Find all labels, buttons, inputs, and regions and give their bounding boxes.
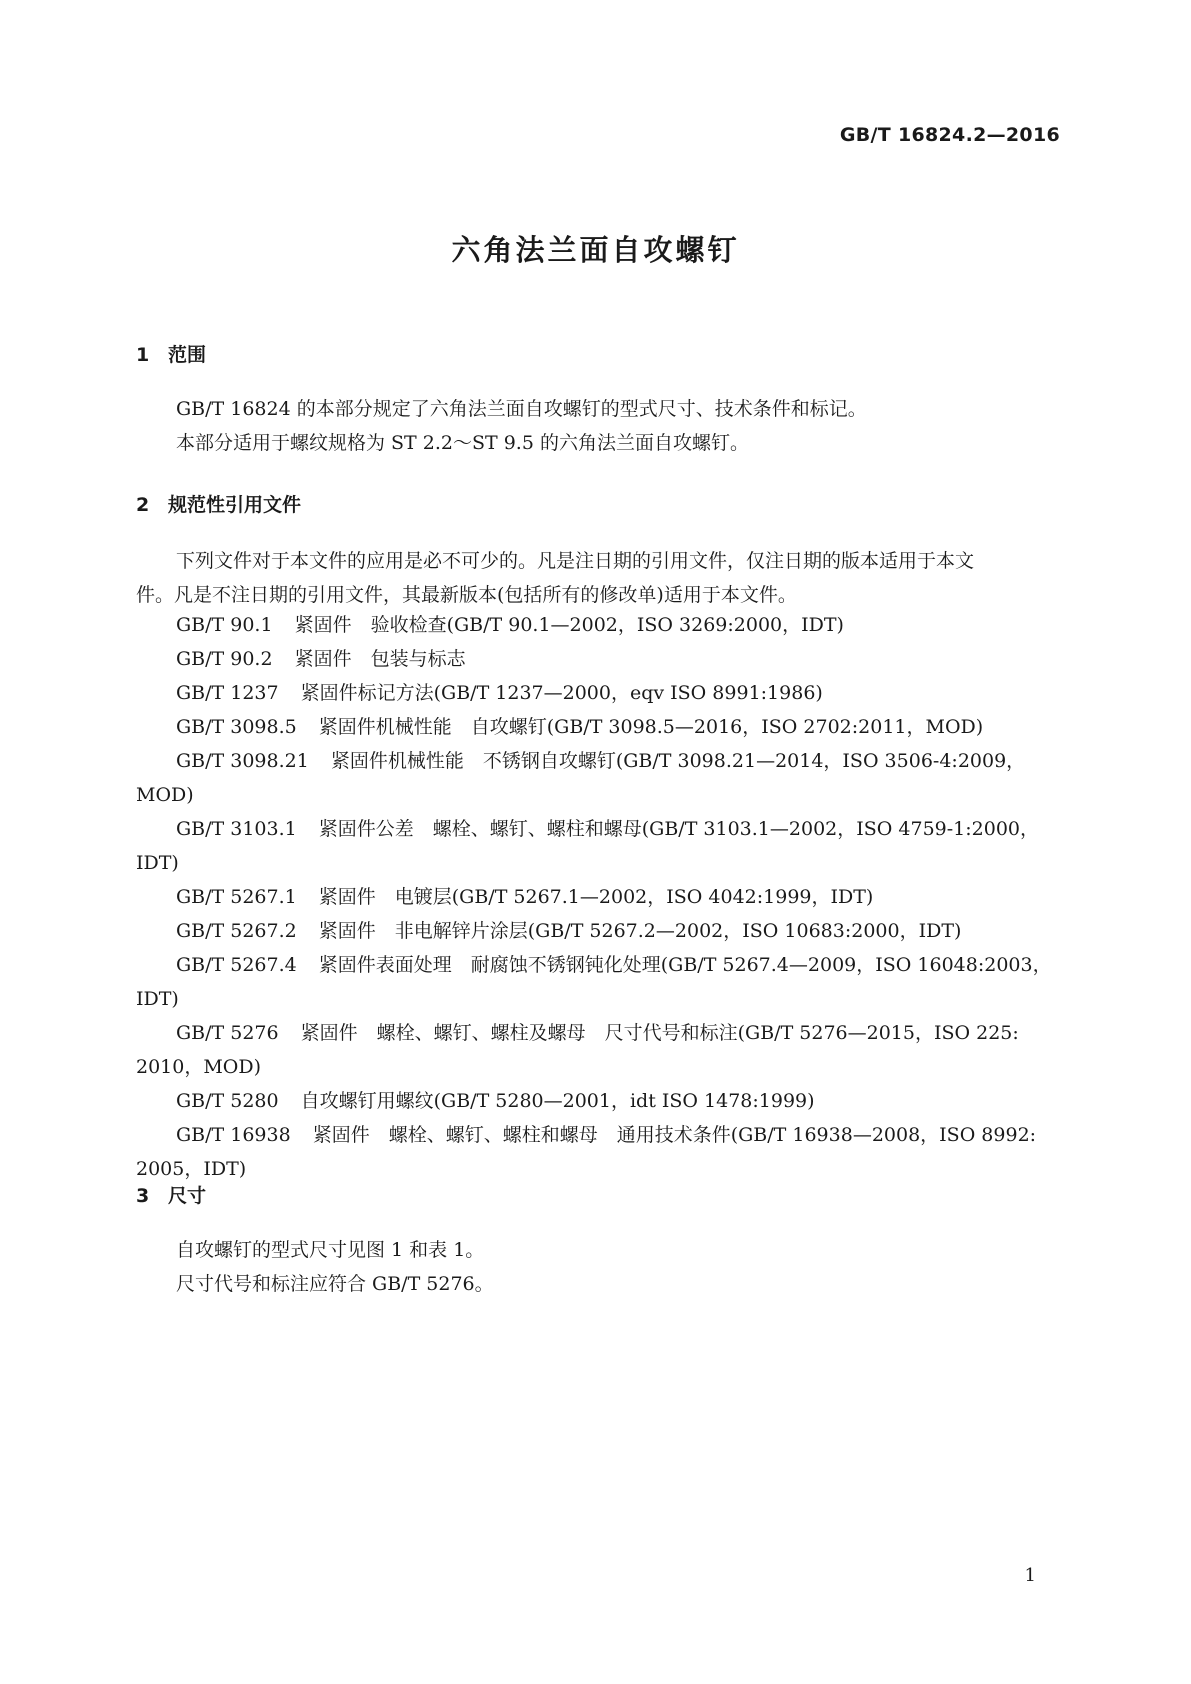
reference-text: 紧固件表面处理 耐腐蚀不锈钢钝化处理(GB/T 5267.4—2009，ISO 16048:2003， — [318, 954, 1052, 976]
intro-line: 件。凡是不注日期的引用文件，其最新版本(包括所有的修改单)适用于本文件。 — [136, 584, 797, 606]
normative-intro — [136, 544, 1060, 612]
reference-code: GB/T 3103.1 — [176, 818, 297, 840]
document-title: 六角法兰面自攻螺钉 — [451, 233, 740, 267]
reference-text: 紧固件 包装与标志 — [294, 648, 466, 670]
reference-item — [136, 676, 1060, 710]
standard-code: GB/T 16824.2—2016 — [839, 124, 1060, 146]
reference-text: 紧固件 螺栓、螺钉、螺柱和螺母 通用技术条件(GB/T 16938—2008，ISO 8992: — [312, 1124, 1037, 1146]
reference-item — [136, 812, 1060, 846]
reference-continuation: IDT) — [136, 988, 179, 1010]
reference-continuation: 2010，MOD) — [136, 1056, 262, 1078]
paragraph: 尺寸代号和标注应符合 GB/T 5276。 — [176, 1273, 494, 1295]
reference-text: 紧固件标记方法(GB/T 1237—2000，eqv ISO 8991:1986) — [300, 682, 823, 704]
paragraph: 本部分适用于螺纹规格为 ST 2.2～ST 9.5 的六角法兰面自攻螺钉。 — [176, 432, 749, 454]
paragraph: 自攻螺钉的型式尺寸见图 1 和表 1。 — [176, 1239, 485, 1261]
reference-item — [136, 914, 1060, 948]
section-heading-normative-references — [136, 490, 301, 517]
page-number: 1 — [1024, 1565, 1036, 1586]
reference-text: 紧固件 电镀层(GB/T 5267.1—2002，ISO 4042:1999，IDT) — [318, 886, 874, 908]
section-title: 尺寸 — [168, 1185, 207, 1207]
reference-item — [136, 642, 1060, 676]
reference-item — [136, 710, 1060, 744]
reference-code: GB/T 5280 — [176, 1090, 279, 1112]
reference-item — [136, 608, 1060, 642]
reference-continuation: 2005，IDT) — [136, 1158, 247, 1180]
section-heading-scope — [136, 340, 206, 367]
intro-line: 下列文件对于本文件的应用是必不可少的。凡是注日期的引用文件，仅注日期的版本适用于本文 — [176, 550, 975, 572]
reference-item — [136, 1084, 1060, 1118]
reference-item — [136, 1118, 1060, 1152]
reference-text: 紧固件 螺栓、螺钉、螺柱及螺母 尺寸代号和标注(GB/T 5276—2015，ISO 225: — [300, 1022, 1019, 1044]
section-title: 规范性引用文件 — [168, 494, 302, 516]
reference-item — [136, 1016, 1060, 1050]
reference-text: 紧固件 验收检查(GB/T 90.1—2002，ISO 3269:2000，IDT) — [294, 614, 844, 636]
reference-code: GB/T 5267.4 — [176, 954, 297, 976]
reference-item — [136, 880, 1060, 914]
reference-text: 紧固件公差 螺栓、螺钉、螺柱和螺母(GB/T 3103.1—2002，ISO 4759-1:2000， — [318, 818, 1040, 840]
reference-list — [136, 608, 1060, 1186]
reference-code: GB/T 5267.2 — [176, 920, 297, 942]
dimensions-paragraphs — [136, 1233, 1060, 1301]
section-title: 范围 — [168, 344, 207, 366]
reference-continuation: IDT) — [136, 852, 179, 874]
section-number: 3 — [136, 1185, 150, 1207]
reference-text: 紧固件机械性能 自攻螺钉(GB/T 3098.5—2016，ISO 2702:2011，MOD) — [318, 716, 984, 738]
section-number: 1 — [136, 344, 150, 366]
section-number: 2 — [136, 494, 150, 516]
reference-code: GB/T 90.2 — [176, 648, 273, 670]
section-heading-dimensions — [136, 1181, 206, 1208]
reference-text: 紧固件机械性能 不锈钢自攻螺钉(GB/T 3098.21—2014，ISO 3506-4:2009， — [330, 750, 1026, 772]
reference-code: GB/T 3098.21 — [176, 750, 309, 772]
reference-code: GB/T 5267.1 — [176, 886, 297, 908]
reference-continuation: MOD) — [136, 784, 194, 806]
paragraph: GB/T 16824 的本部分规定了六角法兰面自攻螺钉的型式尺寸、技术条件和标记。 — [176, 398, 867, 420]
reference-code: GB/T 3098.5 — [176, 716, 297, 738]
reference-item — [136, 948, 1060, 982]
reference-code: GB/T 16938 — [176, 1124, 291, 1146]
reference-text: 紧固件 非电解锌片涂层(GB/T 5267.2—2002，ISO 10683:2000，IDT) — [318, 920, 962, 942]
reference-code: GB/T 90.1 — [176, 614, 273, 636]
reference-code: GB/T 5276 — [176, 1022, 279, 1044]
scope-paragraphs — [136, 392, 1060, 460]
reference-item — [136, 744, 1060, 778]
reference-text: 自攻螺钉用螺纹(GB/T 5280—2001，idt ISO 1478:1999) — [300, 1090, 815, 1112]
reference-code: GB/T 1237 — [176, 682, 279, 704]
